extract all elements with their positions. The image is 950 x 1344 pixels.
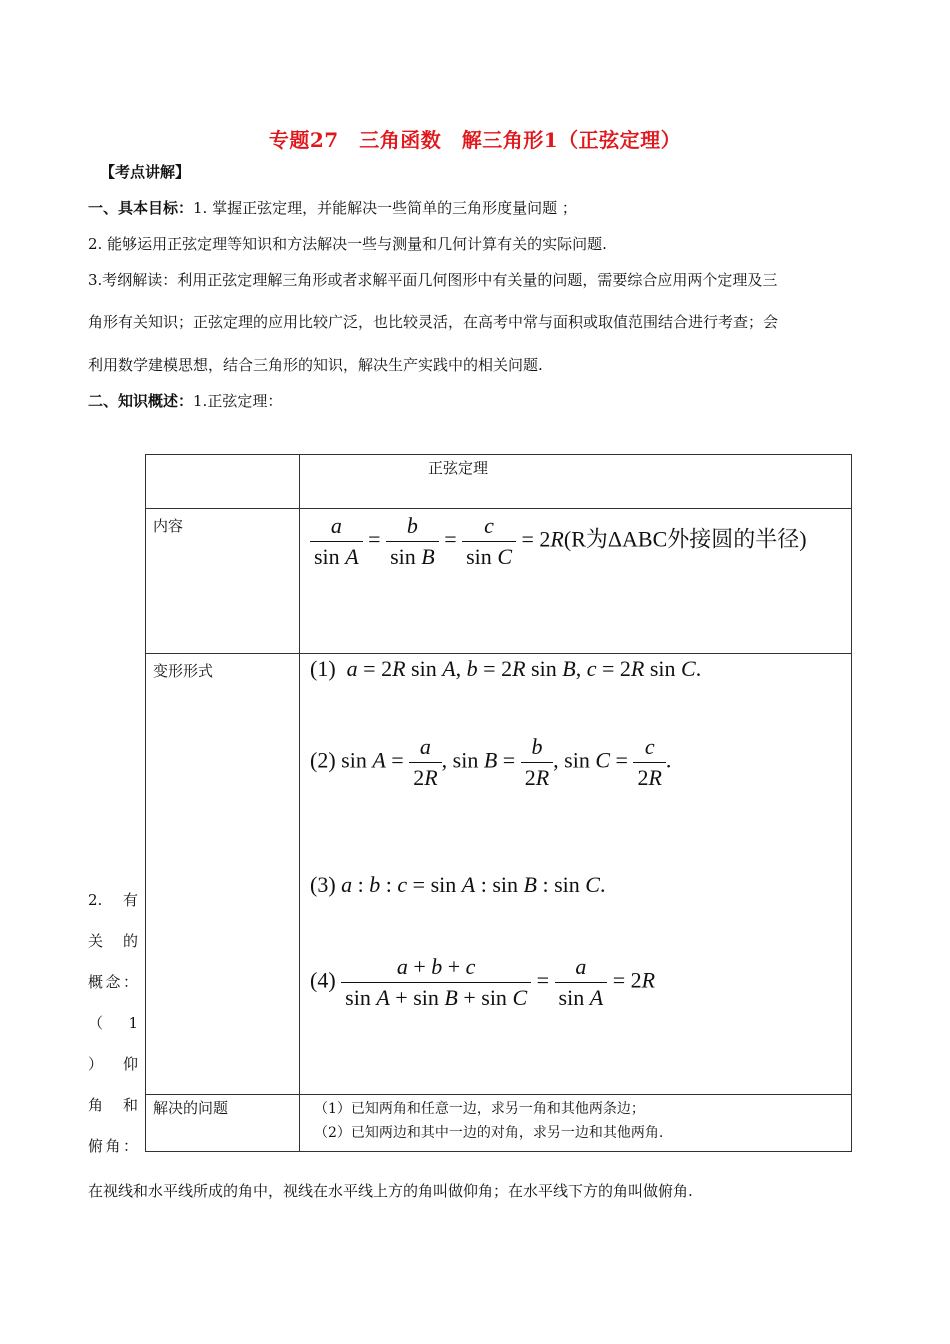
side-line: 概 念 ： <box>88 973 138 991</box>
goal-text: 1. 掌握正弦定理，并能解决一些简单的三角形度量问题 ； <box>193 199 577 217</box>
overview-label: 二、知识概述： <box>88 392 194 410</box>
form-2: (2) sin A = $\frac{a}{2R}$ , sin B = $\frac{b}{2R}$ , sin C = $\frac{c}{2R}$ . <box>310 734 672 790</box>
goal-3-line2: 角形有关知识；正弦定理的应用比较广泛，也比较灵活，在高考中常与面积或取值范围结合进行考查；会 <box>88 313 779 331</box>
footer-text: 在视线和水平线所成的角中，视线在水平线上方的角叫做仰角；在水平线下方的角叫做俯角. <box>88 1182 693 1200</box>
goal-2: 2. 能够运用正弦定理等知识和方法解决一些与测量和几何计算有关的实际问题. <box>88 235 607 253</box>
side-line: （ 1 <box>88 1014 138 1032</box>
header-cell <box>300 455 852 509</box>
overview-line <box>88 391 282 411</box>
solve-item-2: （2）已知两边和其中一边的对角，求另一边和其他两角. <box>314 1125 664 1141</box>
forms-label-cell <box>146 654 300 1095</box>
page-title: 专题27 三角函数 解三角形1（正弦定理） <box>268 128 682 152</box>
solve-label: 解决的问题 <box>153 1099 229 1117</box>
goal-3-line3: 利用数学建模思想，结合三角形的知识，解决生产实践中的相关问题. <box>88 356 543 374</box>
side-line: ） 仰 <box>88 1055 138 1073</box>
form-1: (1) a = 2R sin A, b = 2R sin B, c = 2R sin C. <box>310 656 702 681</box>
side-line: 关 的 <box>88 932 138 950</box>
overview-text: 1.正弦定理： <box>193 392 283 410</box>
solve-text <box>300 1095 851 1145</box>
sine-law-formula: $\frac{a}{\text{sin A}}$ = $\frac{b}{\text{sin B}}$ = $\frac{c}{\text{sin C}}$ = 2R(R为ΔABC外接圆的半径) <box>300 509 851 570</box>
solve-cell <box>300 1095 852 1152</box>
goal-label: 一、具本目标： <box>88 199 194 217</box>
side-line: 2. 有 <box>88 891 138 909</box>
forms-math <box>300 654 851 1094</box>
table-header: 正弦定理 <box>428 459 489 477</box>
content-note: R为ΔABC外接圆的半径 <box>571 526 800 552</box>
goal-line <box>88 198 577 218</box>
content-formula-cell <box>300 509 852 654</box>
sine-law-table <box>145 454 852 1152</box>
form-4: (4) $\frac{a + b + c}{\text{sin A + sin B + sin C}}$ = $\frac{a}{\text{sin A}}$ = 2R <box>310 954 656 1010</box>
goal-3-line1: 3.考纲解读：利用正弦定理解三角形或者求解平面几何图形中有关量的问题，需要综合应用两个定理及三 <box>88 271 778 289</box>
forms-cell <box>300 654 852 1095</box>
form-3: (3) a : b : c = sin A : sin B : sin C. <box>310 872 606 897</box>
solve-item-1: （1）已知两角和任意一边，求另一角和其他两条边； <box>314 1101 645 1117</box>
side-text <box>88 880 138 1167</box>
content-label: 内容 <box>153 517 184 535</box>
header-empty-cell <box>146 455 300 509</box>
solve-label-cell <box>146 1095 300 1152</box>
side-line: 角 和 <box>88 1096 138 1114</box>
forms-label: 变形形式 <box>153 662 214 680</box>
content-label-cell <box>146 509 300 654</box>
side-line: 俯 角 ： <box>88 1137 138 1155</box>
section-header: 【考点讲解】 <box>100 163 191 181</box>
